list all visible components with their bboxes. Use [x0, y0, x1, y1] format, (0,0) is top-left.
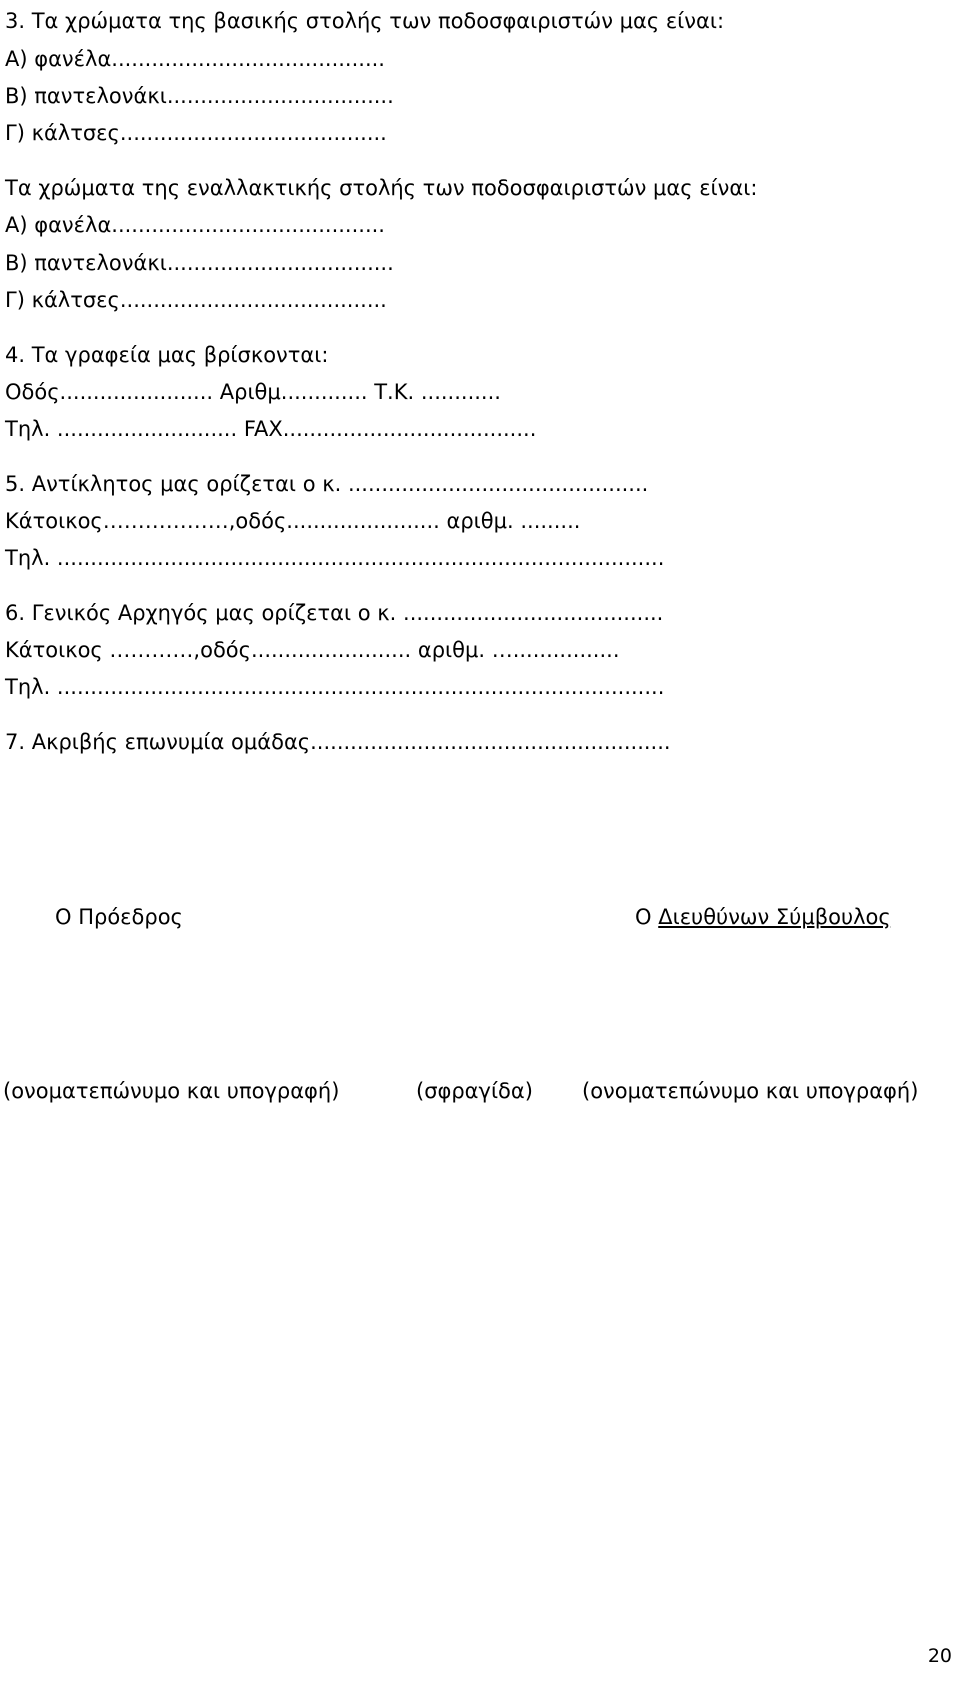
main-kit-shirt: Α) φανέλα......................................... [5, 47, 385, 71]
representative-residence-line: Κάτοικος………………,οδός....................... αριθμ. ......... [5, 509, 581, 533]
signature-right-caption: (ονοματεπώνυμο και υπογραφή) [582, 1079, 919, 1103]
stamp-caption: (σφραγίδα) [416, 1079, 533, 1103]
office-phone-line: Τηλ. ........................... FAX...................................... [5, 417, 537, 441]
signature-left-caption: (ονοματεπώνυμο και υπογραφή) [3, 1079, 340, 1103]
alt-kit-shirt: Α) φανέλα......................................... [5, 213, 385, 237]
main-kit-shorts: Β) παντελονάκι.................................. [5, 84, 394, 108]
section7-heading: 7. Ακριβής επωνυμία ομάδας...................................................... [5, 730, 671, 754]
section5-heading: 5. Αντίκλητος μας ορίζεται ο κ. ............................................. [5, 472, 649, 496]
president-title: Ο Πρόεδρος [55, 905, 183, 929]
representative-phone-line: Τηλ. ........................................................................................... [5, 546, 665, 570]
section3-heading: 3. Τα χρώματα της βασικής στολής των ποδοσφαιριστών μας είναι: [5, 9, 725, 33]
office-address-line: Οδός....................... Αριθμ............. Τ.Κ. ............ [5, 380, 501, 404]
section6-heading: 6. Γενικός Αρχηγός μας ορίζεται ο κ. ....................................... [5, 601, 664, 625]
captain-residence-line: Κάτοικος …………,οδός........................ αριθμ. …................ [5, 638, 620, 662]
ceo-title [635, 904, 891, 930]
page-number: 20 [927, 1645, 952, 1667]
alt-kit-socks: Γ) κάλτσες........................................ [5, 288, 387, 312]
main-kit-socks: Γ) κάλτσες........................................ [5, 121, 387, 145]
ceo-title-underlined: Διευθύνων Σύμβουλος [658, 905, 891, 929]
ceo-title-prefix: Ο [635, 905, 659, 929]
alt-kit-heading: Τα χρώματα της εναλλακτικής στολής των ποδοσφαιριστών μας είναι: [5, 176, 758, 200]
captain-phone-line: Τηλ. ........................................................................................... [5, 675, 665, 699]
alt-kit-shorts: Β) παντελονάκι.................................. [5, 251, 394, 275]
section4-heading: 4. Τα γραφεία μας βρίσκονται: [5, 343, 329, 367]
